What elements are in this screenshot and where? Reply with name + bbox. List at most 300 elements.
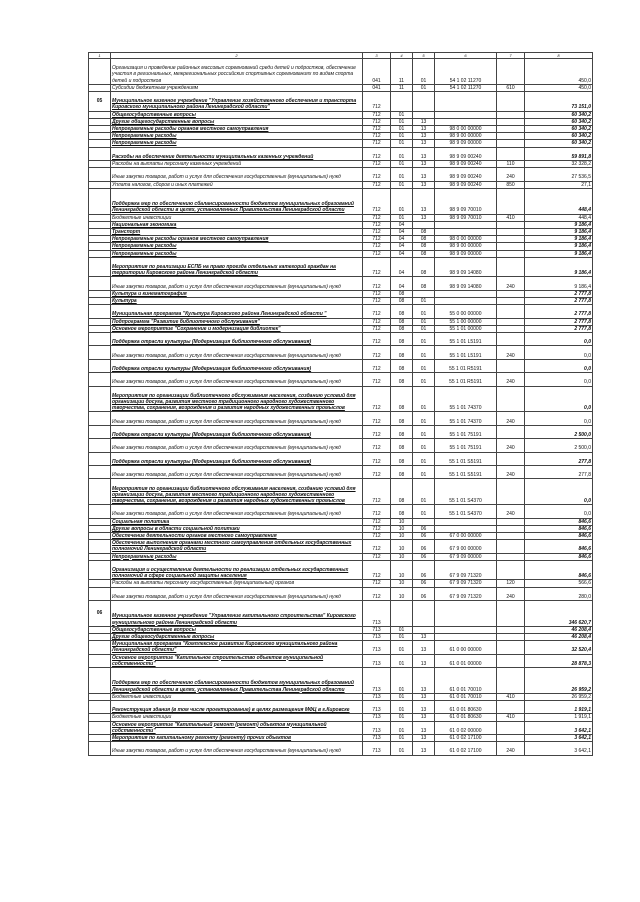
item-description: Поддержка мер по обеспечению сбалансированности бюджетов муниципальных образований Ленинградской области в целях, установленных Правительства Ленинградской области [111, 667, 363, 693]
section-number [89, 257, 111, 277]
code-target: 55 1 01 S5191 [435, 452, 497, 465]
code-section: 10 [391, 553, 413, 560]
code-target: 67 9 09 71320 [435, 587, 497, 600]
table-row [89, 188, 593, 214]
table-row [89, 277, 593, 290]
code-target [435, 518, 497, 525]
header-cell: 6 [435, 53, 497, 59]
code-section: 08 [391, 318, 413, 325]
table-row [89, 118, 593, 125]
code-grbs: 712 [363, 532, 391, 539]
code-target: 67 9 09 71320 [435, 580, 497, 587]
section-number [89, 553, 111, 560]
code-grbs: 713 [363, 633, 391, 640]
budget-document-page [88, 52, 592, 756]
amount: 9 186,4 [525, 221, 593, 228]
table-row [89, 111, 593, 118]
code-subsection: 01 [413, 359, 435, 372]
item-description: Иные закупки товаров, работ и услуг для обеспечения государственных (муниципальных) нужд [111, 346, 363, 359]
header-cell: 2 [111, 53, 363, 59]
code-type [497, 229, 525, 236]
table-row [89, 654, 593, 667]
code-target [435, 229, 497, 236]
table-row [89, 633, 593, 640]
code-type: 610 [497, 84, 525, 91]
amount: 846,6 [525, 532, 593, 539]
table-row [89, 305, 593, 318]
code-subsection: 01 [413, 412, 435, 425]
section-number [89, 168, 111, 181]
section-number [89, 305, 111, 318]
amount: 448,4 [525, 214, 593, 221]
amount: 27 536,5 [525, 168, 593, 181]
code-target: 55 1 00 00000 [435, 318, 497, 325]
section-number [89, 214, 111, 221]
item-description: Непрограммные расходы [111, 250, 363, 257]
item-description: Поддержка отрасли культуры (Модернизация библиотечного обслуживания) [111, 425, 363, 438]
amount: 2 777,8 [525, 305, 593, 318]
section-number [89, 626, 111, 633]
code-type: 110 [497, 161, 525, 168]
code-subsection: 01 [413, 346, 435, 359]
amount: 1 919,1 [525, 700, 593, 713]
code-target: 98 9 09 00240 [435, 168, 497, 181]
item-description: Социальная политика [111, 518, 363, 525]
header-cell: 5 [413, 53, 435, 59]
code-target: 61 0 02 17100 [435, 734, 497, 741]
code-subsection [413, 221, 435, 228]
code-target: 98 9 09 14080 [435, 257, 497, 277]
section-number [89, 277, 111, 290]
code-target: 98 9 09 00240 [435, 147, 497, 160]
table-row [89, 553, 593, 560]
code-type [497, 532, 525, 539]
code-subsection [413, 600, 435, 626]
code-type [497, 111, 525, 118]
code-section [391, 92, 413, 112]
code-section: 08 [391, 439, 413, 452]
header-cell: 1 [89, 53, 111, 59]
code-grbs: 712 [363, 333, 391, 346]
item-description: Реконструкция здания (в том числе проектирование) в целях размещения МФЦ в г.Кировске [111, 700, 363, 713]
code-type [497, 188, 525, 214]
code-section: 04 [391, 236, 413, 243]
code-subsection [413, 111, 435, 118]
table-row [89, 214, 593, 221]
item-description: Национальная экономика [111, 221, 363, 228]
item-description: Иные закупки товаров, работ и услуг для обеспечения государственных (муниципальных) нужд [111, 412, 363, 425]
table-row [89, 84, 593, 91]
code-type: 240 [497, 439, 525, 452]
section-number [89, 298, 111, 305]
item-description: Непрограммные расходы органов местного самоуправления [111, 126, 363, 133]
table-row [89, 181, 593, 188]
code-grbs: 713 [363, 721, 391, 734]
amount: 2 777,8 [525, 290, 593, 297]
table-row [89, 721, 593, 734]
amount: 0,0 [525, 412, 593, 425]
section-number [89, 540, 111, 553]
code-subsection: 01 [413, 333, 435, 346]
code-type: 240 [497, 742, 525, 755]
code-subsection: 01 [413, 505, 435, 518]
code-target: 98 9 09 00000 [435, 250, 497, 257]
table-row [89, 600, 593, 626]
amount: 277,8 [525, 465, 593, 478]
amount: 59 891,8 [525, 147, 593, 160]
table-row [89, 126, 593, 133]
table-row [89, 168, 593, 181]
code-grbs: 712 [363, 439, 391, 452]
table-row [89, 59, 593, 85]
item-description: Иные закупки товаров, работ и услуг для обеспечения государственных (муниципальных) нужд [111, 439, 363, 452]
code-type [497, 250, 525, 257]
item-description: Мероприятия по организации библиотечного обслуживания населения, созданию условий для организации досуга, развития местного традиционного народного художественного творчества, сохранения, возрождения и развития народных художественных промыслов [111, 479, 363, 505]
item-description: Уплата налогов, сборов и иных платежей [111, 181, 363, 188]
code-grbs: 712 [363, 412, 391, 425]
code-type [497, 700, 525, 713]
amount: 3 642,1 [525, 742, 593, 755]
code-target: 55 1 01 L5191 [435, 333, 497, 346]
code-target [435, 525, 497, 532]
code-subsection: 01 [413, 465, 435, 478]
item-description: Подпрограмма "Развитие библиотечного обслуживания" [111, 318, 363, 325]
code-target: 98 9 09 14080 [435, 277, 497, 290]
code-target: 98 9 00 00000 [435, 133, 497, 140]
code-subsection: 01 [413, 386, 435, 412]
code-section: 01 [391, 641, 413, 654]
code-section: 10 [391, 560, 413, 580]
item-description: Транспорт [111, 229, 363, 236]
code-section: 08 [391, 333, 413, 346]
code-section: 01 [391, 140, 413, 147]
code-grbs: 713 [363, 700, 391, 713]
table-body [89, 53, 593, 756]
code-subsection: 13 [413, 161, 435, 168]
code-type [497, 386, 525, 412]
code-grbs: 041 [363, 84, 391, 91]
code-subsection: 13 [413, 693, 435, 700]
section-number [89, 290, 111, 297]
section-number [89, 633, 111, 640]
code-section: 01 [391, 700, 413, 713]
code-section: 01 [391, 133, 413, 140]
amount: 3 642,1 [525, 721, 593, 734]
header-cell: 4 [391, 53, 413, 59]
code-type [497, 518, 525, 525]
code-grbs: 041 [363, 59, 391, 85]
code-target: 61 0 01 70010 [435, 667, 497, 693]
section-number [89, 250, 111, 257]
code-section: 10 [391, 518, 413, 525]
item-description: Расходы на выплаты персоналу государственных (муниципальных) органов [111, 580, 363, 587]
item-description: Расходы на выплаты персоналу казенных учреждений [111, 161, 363, 168]
item-description: Иные закупки товаров, работ и услуг для обеспечения государственных (муниципальных) нужд [111, 505, 363, 518]
table-row [89, 580, 593, 587]
code-target: 67 9 09 71320 [435, 560, 497, 580]
table-row [89, 540, 593, 553]
code-subsection: 13 [413, 126, 435, 133]
header-cell: 7 [497, 53, 525, 59]
code-grbs: 712 [363, 346, 391, 359]
section-number [89, 439, 111, 452]
table-row [89, 700, 593, 713]
code-grbs: 712 [363, 325, 391, 332]
amount: 2 500,0 [525, 439, 593, 452]
code-section: 01 [391, 188, 413, 214]
code-target: 67 9 00 00000 [435, 540, 497, 553]
header-cell: 3 [363, 53, 391, 59]
code-section: 01 [391, 111, 413, 118]
code-type [497, 452, 525, 465]
item-description: Иные закупки товаров, работ и услуг для обеспечения государственных (муниципальных) нужд [111, 277, 363, 290]
code-subsection: 13 [413, 721, 435, 734]
section-number [89, 700, 111, 713]
code-type [497, 318, 525, 325]
code-grbs: 712 [363, 318, 391, 325]
code-target: 55 1 01 75191 [435, 425, 497, 438]
section-number [89, 525, 111, 532]
section-number [89, 654, 111, 667]
item-description: Муниципальная программа "Культура Кировского района Ленинградской области " [111, 305, 363, 318]
code-target: 61 0 02 00000 [435, 721, 497, 734]
code-subsection: 13 [413, 181, 435, 188]
table-row [89, 243, 593, 250]
item-description: Непрограммные расходы [111, 133, 363, 140]
item-description: Иные закупки товаров, работ и услуг для обеспечения государственных (муниципальных) нужд [111, 373, 363, 386]
code-section: 11 [391, 59, 413, 85]
section-number [89, 84, 111, 91]
section-number [89, 359, 111, 372]
code-type: 850 [497, 181, 525, 188]
table-row [89, 425, 593, 438]
code-type [497, 333, 525, 346]
section-number [89, 140, 111, 147]
table-row [89, 92, 593, 112]
code-type [497, 600, 525, 626]
code-section: 08 [391, 290, 413, 297]
item-description: Основное мероприятие "Сохранение и модернизация библиотек" [111, 325, 363, 332]
code-grbs: 713 [363, 654, 391, 667]
amount: 2 777,8 [525, 325, 593, 332]
code-target: 98 9 09 70010 [435, 214, 497, 221]
code-subsection: 06 [413, 580, 435, 587]
code-grbs: 713 [363, 693, 391, 700]
code-section: 01 [391, 626, 413, 633]
amount: 9 186,4 [525, 250, 593, 257]
table-row [89, 133, 593, 140]
code-target: 98 9 09 00240 [435, 181, 497, 188]
code-type [497, 59, 525, 85]
item-description: Общегосударственные вопросы [111, 111, 363, 118]
table-row [89, 346, 593, 359]
code-subsection [413, 290, 435, 297]
code-target: 61 0 01 80630 [435, 714, 497, 721]
code-section: 08 [391, 359, 413, 372]
code-grbs: 712 [363, 221, 391, 228]
code-grbs: 712 [363, 111, 391, 118]
code-subsection: 13 [413, 214, 435, 221]
code-subsection: 13 [413, 168, 435, 181]
amount: 0,0 [525, 346, 593, 359]
code-type: 240 [497, 277, 525, 290]
amount: 0,0 [525, 373, 593, 386]
code-type [497, 118, 525, 125]
table-row [89, 359, 593, 372]
section-number [89, 412, 111, 425]
code-subsection: 01 [413, 298, 435, 305]
code-type: 410 [497, 693, 525, 700]
item-description: Основное мероприятие "Капитальное строительство объектов муниципальной собственности" [111, 654, 363, 667]
code-type: 240 [497, 346, 525, 359]
item-description: Другие общегосударственные вопросы [111, 633, 363, 640]
code-type [497, 92, 525, 112]
section-number [89, 147, 111, 160]
item-description: Организация и проведение районных массовых соревнований среди детей и подростков, обеспечение участия в региональных, межрегиональных российских спортивных соревнованиях по видам спорта детей и подростков [111, 59, 363, 85]
amount: 60 340,2 [525, 133, 593, 140]
code-target: 67 0 00 00000 [435, 532, 497, 539]
section-number [89, 721, 111, 734]
code-grbs: 712 [363, 505, 391, 518]
code-grbs: 712 [363, 479, 391, 505]
amount: 60 340,2 [525, 111, 593, 118]
code-subsection: 13 [413, 700, 435, 713]
item-description: Обеспечение деятельности органов местного самоуправления [111, 532, 363, 539]
item-description: Иные закупки товаров, работ и услуг для обеспечения государственных (муниципальных) нужд [111, 742, 363, 755]
code-target [435, 111, 497, 118]
section-number [89, 532, 111, 539]
code-section: 08 [391, 412, 413, 425]
code-grbs: 712 [363, 587, 391, 600]
section-number [89, 59, 111, 85]
section-number [89, 505, 111, 518]
amount: 846,6 [525, 518, 593, 525]
code-grbs: 713 [363, 742, 391, 755]
amount: 2 777,8 [525, 298, 593, 305]
code-grbs: 713 [363, 734, 391, 741]
table-row [89, 298, 593, 305]
code-section: 08 [391, 505, 413, 518]
code-type [497, 298, 525, 305]
code-section: 01 [391, 714, 413, 721]
item-description: Муниципальное казенное учреждение "Управление хозяйственного обеспечения и транспорта Кировского муниципального района Ленинградской области" [111, 92, 363, 112]
item-description: Муниципальное казенное учреждение "Управление капитального строительства" Кировского муниципального района Ленинградской области [111, 600, 363, 626]
item-description: Поддержка отрасли культуры (Модернизация библиотечного обслуживания) [111, 359, 363, 372]
code-type [497, 479, 525, 505]
code-grbs: 712 [363, 243, 391, 250]
code-grbs: 712 [363, 518, 391, 525]
code-type: 240 [497, 465, 525, 478]
section-number [89, 734, 111, 741]
code-type [497, 425, 525, 438]
code-grbs: 712 [363, 386, 391, 412]
code-target: 61 0 01 80630 [435, 700, 497, 713]
section-number [89, 518, 111, 525]
code-target: 98 9 09 00240 [435, 161, 497, 168]
code-subsection: 06 [413, 553, 435, 560]
amount: 60 340,2 [525, 126, 593, 133]
table-row [89, 626, 593, 633]
code-subsection [413, 92, 435, 112]
amount: 346 620,7 [525, 600, 593, 626]
code-grbs: 712 [363, 359, 391, 372]
code-grbs: 712 [363, 236, 391, 243]
item-description: Обеспечение выполнения органами местного самоуправления отдельных государственных полномочий Ленинградской области [111, 540, 363, 553]
code-type [497, 560, 525, 580]
code-grbs: 712 [363, 188, 391, 214]
code-grbs: 712 [363, 126, 391, 133]
code-section: 04 [391, 277, 413, 290]
code-target: 54 1 02 11270 [435, 84, 497, 91]
code-subsection: 08 [413, 250, 435, 257]
section-number [89, 560, 111, 580]
code-type [497, 553, 525, 560]
code-section: 08 [391, 373, 413, 386]
table-row [89, 161, 593, 168]
section-number [89, 325, 111, 332]
section-number [89, 386, 111, 412]
code-section: 01 [391, 721, 413, 734]
item-description: Мероприятия по капитальному ремонту (ремонту) прочих объектов [111, 734, 363, 741]
amount: 28 878,3 [525, 654, 593, 667]
item-description: Общегосударственные вопросы [111, 626, 363, 633]
code-grbs: 712 [363, 298, 391, 305]
item-description: Расходы на обеспечение деятельности муниципальных казенных учреждений [111, 147, 363, 160]
item-description: Другие вопросы в области социальной политики [111, 525, 363, 532]
code-target [435, 633, 497, 640]
table-row [89, 318, 593, 325]
budget-table [88, 52, 593, 756]
code-target: 55 1 01 R5191 [435, 373, 497, 386]
section-number [89, 229, 111, 236]
amount: 1 919,1 [525, 714, 593, 721]
code-target [435, 92, 497, 112]
amount: 846,6 [525, 560, 593, 580]
code-grbs: 712 [363, 168, 391, 181]
code-type [497, 525, 525, 532]
code-type: 120 [497, 580, 525, 587]
amount: 9 186,4 [525, 257, 593, 277]
code-grbs: 712 [363, 92, 391, 112]
code-grbs: 712 [363, 181, 391, 188]
amount: 0,0 [525, 505, 593, 518]
amount: 280,0 [525, 587, 593, 600]
table-row [89, 250, 593, 257]
code-section: 01 [391, 633, 413, 640]
table-row [89, 412, 593, 425]
code-subsection: 08 [413, 229, 435, 236]
table-row [89, 518, 593, 525]
code-section: 01 [391, 667, 413, 693]
amount: 2 500,0 [525, 425, 593, 438]
code-subsection: 13 [413, 133, 435, 140]
code-target [435, 600, 497, 626]
code-section: 08 [391, 452, 413, 465]
amount: 0,0 [525, 386, 593, 412]
code-subsection: 13 [413, 633, 435, 640]
section-number [89, 465, 111, 478]
table-row [89, 290, 593, 297]
item-description: Непрограммные расходы [111, 243, 363, 250]
section-number [89, 479, 111, 505]
code-subsection: 08 [413, 236, 435, 243]
table-row [89, 479, 593, 505]
code-grbs: 713 [363, 626, 391, 633]
code-grbs: 712 [363, 214, 391, 221]
code-type: 410 [497, 714, 525, 721]
code-type [497, 140, 525, 147]
code-target: 55 0 00 00000 [435, 305, 497, 318]
